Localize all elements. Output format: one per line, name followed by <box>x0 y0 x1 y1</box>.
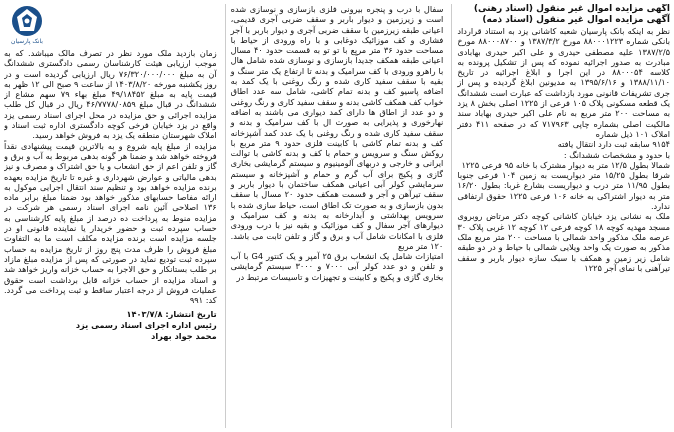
column-middle <box>225 4 444 428</box>
article-paragraph: شمالا بطول ۱۲/۵ متر به دیوار مشترک با خانه ۹۵ فرعی ۱۲۲۵ <box>461 159 670 170</box>
signature-name: محمد جواد بهراد <box>151 331 217 342</box>
signature-block <box>4 309 217 342</box>
bank-emblem-icon <box>10 4 44 38</box>
article-paragraph: امتیازات شامل یک انشعاب برق ۲۵ آمپر و یک کنتور G4 با آب و تلفن و دو عدد کولر آبی ۷۰۰۰ و ۳۰۰۰ سیستم گرمایشی بخاری گازی و پکیج و کابینت و تجهیزات و تاسیسات مرتبط در <box>230 251 444 282</box>
article-paragraph: مزایده از مبلغ پایه شروع و به بالاترین قیمت پیشنهادی نقداً فروخته خواهد شد و ضمنا هر گونه بدهی مربوط به آب و برق و گاز و تلفن اعم از حق انشعاب و یا حق اشتراک و مصرف و نیز بدهی مالیاتی و عوارض شهرداری و غیره تا تاریخ مزایده بعهده برنده مزایده خواهد بود و تنظیم سند انتقال اجرایی موکول به ارائه مفاصا حسابهای مذکور خواهد بود ضمنا مبلغ برابر ماده ۱۳۶ اصلاحی آئین نامه اجرای اسناد رسمی هر شرکت در مزایده منوط به پرداخت ده درصد از مبلغ پایه کارشناسی به حساب سپرده ثبت و حضور خریدار یا نماینده قانونی او در جلسه مزایده است برنده مزایده مکلف است ما به التفاوت مبلغ فروش را ظرف مدت پنج روز از تاریخ مزایده به حساب سپرده ثبت تودیع نماید در صورتی که پس از مزایده مبلغ مازاد بر طلب بستانکار و حق الاجرا به حساب خزانه واریز خواهد شد و اسناد مزایده از حساب خزانه قابل برداشت است حقوق عملیات فروش از درجه اعتبار ساقط و ثبت پرداخت می گردد. کد: ۹۹۱ <box>3 140 217 306</box>
auction-heading-debt: آگهی مزایده اموال غیر منقول (اسناد ذمه) <box>482 15 670 25</box>
column-right <box>451 4 670 428</box>
auction-heading-mortgage: آگهی مزایده اموال غیر منقول (اسناد رهنی) <box>473 4 670 14</box>
signature-title: رئیس اداره اجرای اسناد رسمی یزد <box>75 320 217 331</box>
bank-logo-text: بانک پارسیان <box>11 38 43 45</box>
article-paragraph: زمان بازدید ملک مورد نظر در تصرف مالک میباشد. که به موجب ارزیابی هیئت کارشناسان رسمی دادگستری ششدانگ آن به مبلغ ۷۶/۳۲۰/۰۰۰/۰۰۰ ریال ارزیابی گردیده است و در روز یکشنبه مورخه ۱۴۰۳/۸/۲۰ از ساعت ۹ صبح الی ۱۲ ظهر به قیمت پایه به مبلغ ۴۹/۱۸۴۵۲ مبلغ بهاء ۷۹ سهم مشاع از ششدانگ در قبال مبلغ ۴۶/۷۷۷۸/۰۸۵۹ ریال در قبال کل طلب مزایده اجرائی و حق مزایده در محل اجرای اسناد رسمی یزد واقع در یزد خیابان فرخی کوچه دادگستری اداره ثبت اسناد و املاک شهرستان منطقه یک یزد به فروش خواهد رسید. <box>3 48 217 141</box>
article-paragraph: نظر به اینکه بانک پارسیان شعبه کاشانی یزد به استناد قرارداد بانکی شماره ۸۸۰۰۰۱۲۲۳ مورخ ۱۳۸۷/۳/۲ و ۸۸۰۰۰۸۷۰۰ مورخ ۱۳۸۷/۲/۵ علیه مصطفی حیدری و علی اکبر حیدری بهابادی مبادرت به صدور اجرائیه نموده که پس از تشکیل پرونده به کلاسه ۸۸۰۰۰۵۴ در این اجرا و ابلاغ اجرائیه در تاریخ ۱۳۸۸/۱۱/۱۰ و ۱۳۹۵/۶/۱۶ به مدیونین ابلاغ گردیده و پس از جری تشریفات قانونی مورد بازداشت که عبارت است ششدانگ یک قطعه مسکونی پلاک ۱۰۵ فرعی از ۱۲۲۵ اصلی بخش ۸ یزد به مساحت ۲۰۰ متر مربع به نام علی اکبر حیدری بهاباد سند مالکیت اصلی بشماره چاپی ۷۱۷۹۶۳ که در صفحه ۴۱۱ دفتر املاک ۱۰۱ ذیل شماره <box>457 26 670 139</box>
article-paragraph: ملک به نشانی یزد خیابان کاشانی کوچه دکتر مرتاض روبروی مسجد مهدیه کوچه ۱۸ کوچه فرعی ۱۲ کوچه ۱۲ غربی پلاک ۳۰ عرصه ملک مذکور واحد شمالی با مساحت ۲۰۰ متر مربع ملک مذکور به صورت یک واحد ویلایی شمالی با حیاط و در دو طبقه شامل زیر زمین و همکف با سبک سازه دیوار باربر و سقف تیرآهنی با نمای آجر ۱۲۲۵ <box>457 211 670 273</box>
column-left <box>4 4 217 428</box>
article-paragraph: با حدود و مشخصات ششدانگ : <box>563 149 670 160</box>
article-paragraph: سفال با درب و پنجره بیرونی فلزی بازسازی و نوسازی شده است و زیرزمین و دیوار باربر و سقف ضربی آجری قدیمی، اعیانی طبقه زیرزمین با سقف ضربی آجری و دیوار باربر با آجر فشاری و کف موزائیک دوغابی و با راه ورودی از حیاط با مساحت حدود ۳۶ متر مربع با تو تو به قسمت حدود ۴۰ مسال اعیانی طبقه همکف جدیداً بازسازی و نوسازی شده شامل هال با راهرو ورودی با کف سرامیک و بدنه تا ارتفاع یک متر سنگ و بقیه با سقف سفید کاری شده و رنگ روغنی با یک کمد به اضافه پاسیو کف و بدنه تمام کاشی، شامل سه عدد اطاق خواب کف همکف کاشی بدنه و سقف سفید کاری و رنگ روغنی و دو عدد از اطاق ها دارای کمد دیواری می باشند به اضافه نهارخوری و پذیرایی به صورت ال با کف سرامیک و بدنه و سقف سفید کاری شده و رنگ روغنی با یک عدد کمد آشپزخانه کف و بدنه تمام کاشی با کابینت فلزی حدود ۹ متر مربع با روکش سنگ و سرویس و حمام با کف و بدنه کاشی با توالت ایرانی و خارجی و دربهای آلومینیوم و سیستم گرمایشی بخاری گازی و پکیج برای آب گرم و حمام و آشپزخانه و سیستم سرمایشی کولر آبی اعیانی همکف ساختمان با دیوار باربر و سقف تیرآهن و آجر و قسمت همکف حدود ۲۰ مسال با سقف بدون بازسازی و به صورت تک اطاق است، حیاط سازی شده با سرویس بهداشتی و آبدارخانه به بدنه و کف سرامیک و دیوارهای آجر سفال و کف موزائیک و بقیه نیز با درب ورودی فلزی با امکانات شامل آب و برق و گاز و تلفن ثابت می باشد. ۱۲۰ متر مربع <box>230 4 444 251</box>
article-paragraph: ۹۱۵۴ سابقه ثبت دارد انتقال یافته <box>557 139 670 150</box>
article-columns <box>4 4 670 428</box>
bank-logo <box>6 4 48 48</box>
publish-date: تاریخ انتشار: ۱۴۰۳/۷/۸ <box>126 309 217 320</box>
article-paragraph: شرقا بطول ۱۵/۲۵ متر دیواریست به زمین ۱۰۴ فرعی جنوبا بطول ۱۱/۹۵ متر درب و دیواریست بشارع غربا: بطول ۱۶/۲۰ متر به دیوار اشتراکی به خانه ۱۰۶ فرعی ۱۲۲۵ حقوق ارتفاقی ندارد. <box>457 170 670 212</box>
